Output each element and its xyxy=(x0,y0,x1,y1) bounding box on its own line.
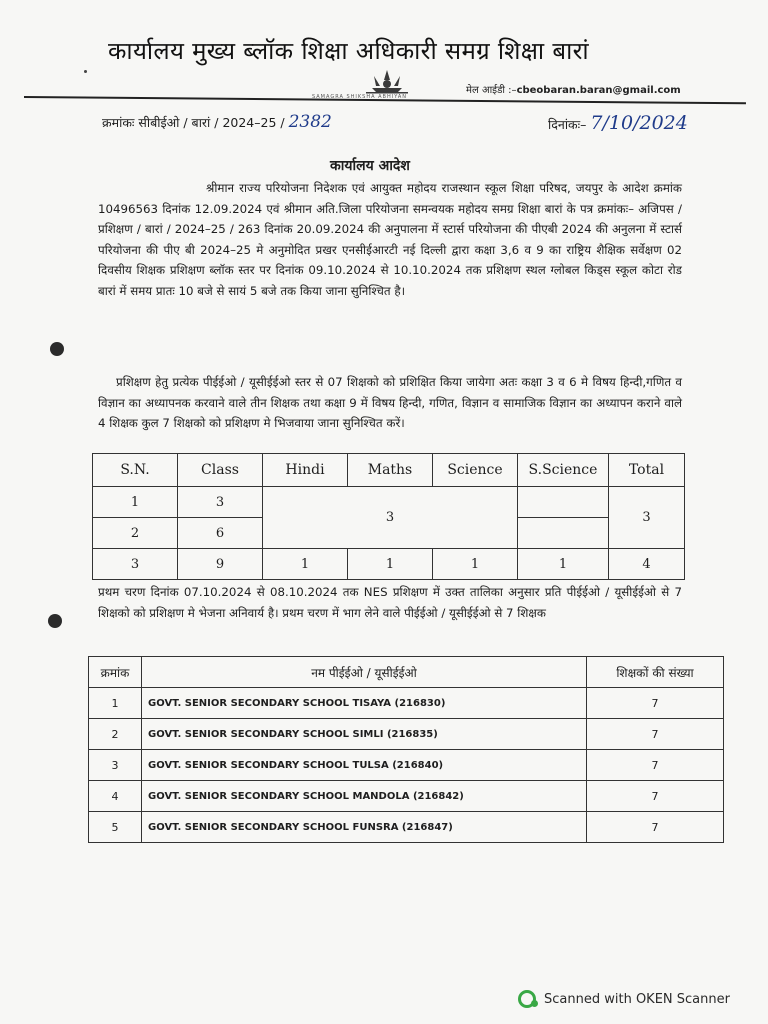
sn-cell: 1 xyxy=(93,487,178,518)
reference-number: 2382 xyxy=(288,112,332,132)
school-name-cell: GOVT. SENIOR SECONDARY SCHOOL SIMLI (216835) xyxy=(142,719,587,750)
school-name-cell: GOVT. SENIOR SECONDARY SCHOOL TISAYA (216830) xyxy=(142,688,587,719)
email-address: cbeobaran.baran@gmail.com xyxy=(516,85,681,96)
sscience-cell: 1 xyxy=(518,549,609,580)
punch-hole-icon xyxy=(50,342,64,356)
table-row xyxy=(89,719,724,750)
table-row xyxy=(89,688,724,719)
teacher-count-cell: 7 xyxy=(587,781,724,812)
header-cell: नम पीईईओ / यूसीईईओ xyxy=(142,657,587,688)
school-name-cell: GOVT. SENIOR SECONDARY SCHOOL MANDOLA (216842) xyxy=(142,781,587,812)
sn-cell: 5 xyxy=(89,812,142,843)
paragraph-first-phase: प्रथम चरण दिनांक 07.10.2024 से 08.10.2024 तक NES प्रशिक्षण में उक्त तालिका अनुसार प्रति पीईईओ / यूसीईईओ से 7 शिक्षको को प्रशिक्षण मे भेजना अनिवार्य है। प्रथम चरण में भाग लेने वाले पीईईओ / यूसीईईओ से 7 शिक्षक xyxy=(98,585,682,620)
empty-cell xyxy=(518,487,609,518)
date-line xyxy=(548,112,688,134)
sn-cell: 2 xyxy=(93,518,178,549)
header-cell: Hindi xyxy=(263,454,348,487)
reference-line xyxy=(102,112,332,132)
sn-cell: 3 xyxy=(93,549,178,580)
ink-dot xyxy=(84,70,87,73)
header-cell: S.N. xyxy=(93,454,178,487)
office-title: कार्यालय मुख्य ब्लॉक शिक्षा अधिकारी समग्र शिक्षा बारां xyxy=(108,37,589,65)
table-row xyxy=(89,812,724,843)
science-cell: 1 xyxy=(433,549,518,580)
scanner-watermark xyxy=(518,990,730,1008)
class-cell: 9 xyxy=(178,549,263,580)
school-name-cell: GOVT. SENIOR SECONDARY SCHOOL FUNSRA (216847) xyxy=(142,812,587,843)
table-row xyxy=(89,781,724,812)
punch-hole-icon xyxy=(48,614,62,628)
paragraph-order-details: श्रीमान राज्य परियोजना निदेशक एवं आयुक्त महोदय राजस्थान स्कूल शिक्षा परिषद, जयपुर के आदेश क्रमांक 10496563 दिनांक 12.09.2024 एवं श्रीमान अति.जिला परियोजना समन्वयक महोदय समग्र शिक्षा बारां के पत्र क्रमांकः– अजिपस / प्रशिक्षण / बारां / 2024–25 / 263 दिनांक 20.09.2024 की अनुपालना में स्टार्स परियोजना की पीएबी 2024 की अनुलना में स्टार्स परियोजना की पीए बी 2024–25 मे अनुमोदित प्रखर एनसीईआरटी नई दिल्ली द्वारा कक्षा 3,6 व 9 का राष्ट्रिय शैक्षिक सर्वेक्षण 02 दिवसीय शिक्षक प्रशिक्षण ब्लॉक स्तर पर दिनांक 09.10.2024 से 10.10.2024 तक प्रशिक्षण स्थल ग्लोबल किड्स स्कूल कोटा रोड बारां में समय प्रातः 10 बजे से सायं 5 बजे तक किया जाना सुनिश्चित है। xyxy=(98,181,682,298)
header-cell: शिक्षकों की संख्या xyxy=(587,657,724,688)
class-subject-table xyxy=(92,453,685,580)
school-name-cell: GOVT. SENIOR SECONDARY SCHOOL TULSA (216840) xyxy=(142,750,587,781)
school-table xyxy=(88,656,724,843)
email-block xyxy=(466,82,681,96)
date-value: 7/10/2024 xyxy=(590,112,688,134)
table-row xyxy=(93,549,685,580)
header-cell: S.Science xyxy=(518,454,609,487)
header-cell: Total xyxy=(609,454,685,487)
teacher-count-cell: 7 xyxy=(587,812,724,843)
hindi-cell: 1 xyxy=(263,549,348,580)
sn-cell: 4 xyxy=(89,781,142,812)
teacher-count-cell: 7 xyxy=(587,750,724,781)
total-cell: 4 xyxy=(609,549,685,580)
table-header-row xyxy=(89,657,724,688)
teacher-count-cell: 7 xyxy=(587,719,724,750)
merged-total-cell: 3 xyxy=(609,487,685,549)
table-row xyxy=(89,750,724,781)
header-cell: Maths xyxy=(348,454,433,487)
header-cell: Science xyxy=(433,454,518,487)
class-cell: 6 xyxy=(178,518,263,549)
sn-cell: 3 xyxy=(89,750,142,781)
merged-subjects-cell: 3 xyxy=(263,487,518,549)
order-heading: कार्यालय आदेश xyxy=(330,158,410,174)
logo-caption: SAMAGRA SHIKSHA ABHIYAN xyxy=(312,94,408,100)
date-label: दिनांकः– xyxy=(548,117,587,132)
oken-scanner-logo-icon xyxy=(518,990,536,1008)
class-cell: 3 xyxy=(178,487,263,518)
scanner-text: Scanned with OKEN Scanner xyxy=(544,991,730,1007)
empty-cell xyxy=(518,518,609,549)
sn-cell: 2 xyxy=(89,719,142,750)
table-header-row xyxy=(93,454,685,487)
maths-cell: 1 xyxy=(348,549,433,580)
email-label: मेल आईडी :– xyxy=(466,85,517,96)
reference-label: क्रमांकः सीबीईओ / बारां / 2024–25 / xyxy=(102,115,285,130)
sn-cell: 1 xyxy=(89,688,142,719)
table-row xyxy=(93,487,685,518)
header-cell: क्रमांक xyxy=(89,657,142,688)
header-cell: Class xyxy=(178,454,263,487)
teacher-count-cell: 7 xyxy=(587,688,724,719)
paragraph-training-requirement: प्रशिक्षण हेतु प्रत्येक पीईईओ / यूसीईईओ स्तर से 07 शिक्षको को प्रशिक्षित किया जायेगा अतः कक्षा 3 व 6 मे विषय हिन्दी,गणित व विज्ञान का अध्यापनक करवाने वाले तीन शिक्षक तथा कक्षा 9 में विषय हिन्दी, गणित, विज्ञान व सामाजिक विज्ञान का अध्यापन कराने वाले 4 शिक्षक कुल 7 शिक्षको को प्रशिक्षण मे भिजवाया जाना सुनिश्चित करें। xyxy=(98,375,682,430)
